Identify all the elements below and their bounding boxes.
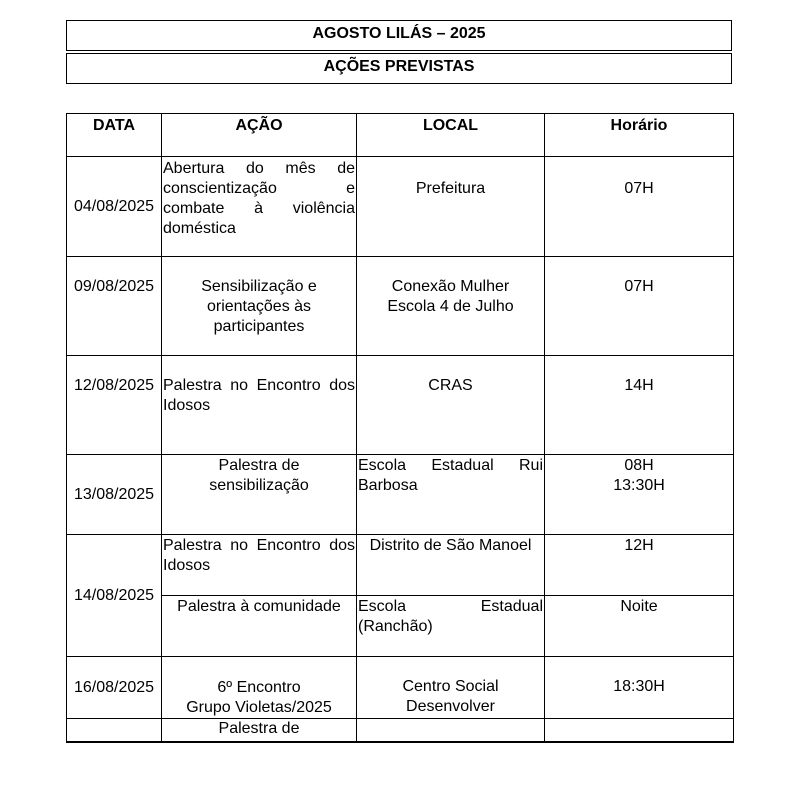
location-cell: Distrito de São Manoel — [357, 535, 545, 596]
location-cell: Prefeitura — [357, 157, 545, 257]
time-cell — [545, 596, 734, 657]
action-cell: Palestra no Encontro dos Idosos — [162, 535, 357, 596]
table-header-row — [67, 114, 734, 157]
action-cell: Palestra à comunidade — [162, 596, 357, 657]
column-header-date: DATA — [67, 114, 162, 157]
date-cell: 04/08/2025 — [67, 157, 162, 257]
date-cell: 13/08/2025 — [67, 455, 162, 535]
location-cell: Centro Social Desenvolver — [357, 657, 545, 719]
table-row — [67, 596, 734, 657]
time-cell — [545, 535, 734, 596]
table-row — [67, 657, 734, 719]
date-cell: 12/08/2025 — [67, 356, 162, 455]
time-cell — [545, 719, 734, 742]
time-value: 07H — [624, 180, 654, 197]
action-cell: Palestra no Encontro dos Idosos — [162, 356, 357, 455]
column-header-location: LOCAL — [357, 114, 545, 157]
column-header-time: Horário — [545, 114, 734, 157]
column-header-action: AÇÃO — [162, 114, 357, 157]
table-row — [67, 157, 734, 257]
time-value: 12H — [624, 537, 654, 554]
document-title: AGOSTO LILÁS – 2025 — [312, 25, 486, 42]
action-cell: Sensibilização e orientações às participantes — [162, 257, 357, 356]
time-cell — [545, 257, 734, 356]
table-row — [67, 719, 734, 742]
table-row — [67, 455, 734, 535]
time-value: 13:30H — [613, 477, 665, 494]
time-value: Noite — [620, 598, 658, 615]
location-cell: CRAS — [357, 356, 545, 455]
time-value: 14H — [624, 377, 654, 394]
table-row — [67, 356, 734, 455]
table-row — [67, 535, 734, 596]
time-value: 18:30H — [613, 678, 665, 695]
document-subtitle-box — [66, 53, 732, 84]
time-cell — [545, 657, 734, 719]
time-value: 07H — [624, 278, 654, 295]
time-cell — [545, 356, 734, 455]
location-cell: Escola Estadual Rui Barbosa — [357, 455, 545, 535]
location-cell: Escola Estadual (Ranchão) — [357, 596, 545, 657]
document-title-box — [66, 20, 732, 51]
schedule-table — [66, 113, 734, 743]
time-cell — [545, 455, 734, 535]
date-cell: 14/08/2025 — [67, 535, 162, 657]
action-cell: Palestra de sensibilização — [162, 455, 357, 535]
document-subtitle: AÇÕES PREVISTAS — [323, 58, 475, 75]
action-cell: Palestra de — [162, 719, 357, 742]
time-cell — [545, 157, 734, 257]
location-cell — [357, 719, 545, 742]
date-cell: 09/08/2025 — [67, 257, 162, 356]
location-cell: Conexão Mulher Escola 4 de Julho — [357, 257, 545, 356]
date-cell: 16/08/2025 — [67, 657, 162, 719]
table-row — [67, 257, 734, 356]
action-cell: 6º Encontro Grupo Violetas/2025 — [162, 657, 357, 719]
time-value: 08H — [624, 457, 654, 474]
action-cell: Abertura do mês de conscientização e combate à violência doméstica — [162, 157, 357, 257]
date-cell — [67, 719, 162, 742]
